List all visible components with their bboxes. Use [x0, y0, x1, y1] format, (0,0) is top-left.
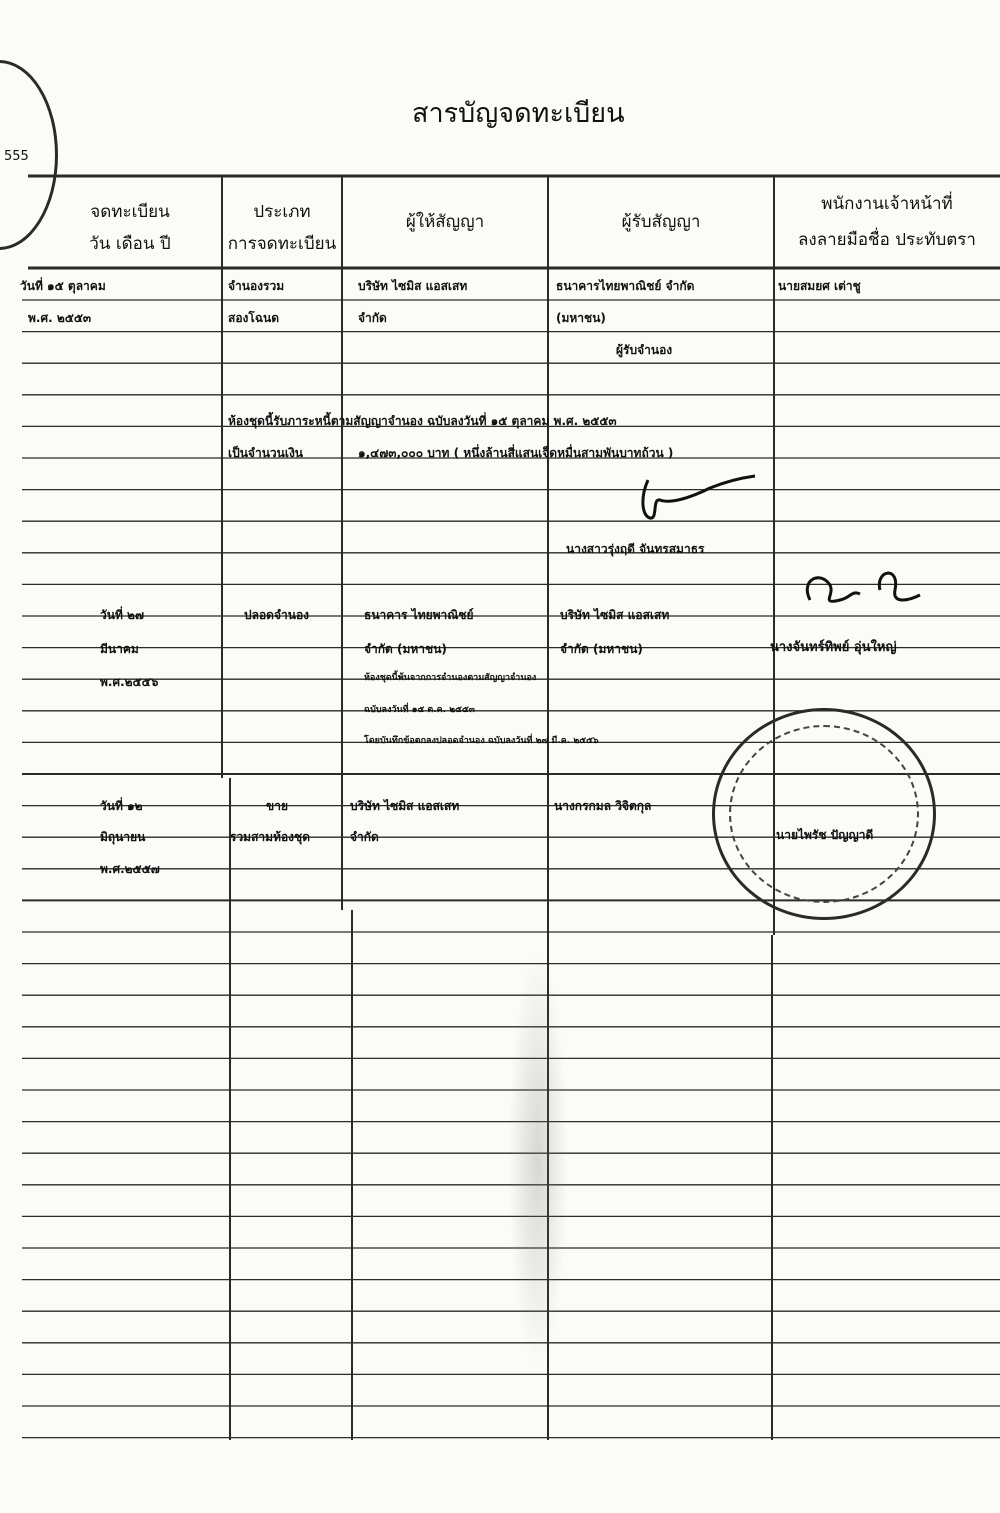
entry1-receiver-line2: (มหาชน) — [556, 311, 606, 325]
entry3-type-line1: ขาย — [266, 799, 288, 813]
entry1-giver-line2: จำกัด — [358, 311, 387, 325]
entry2-date-line1: วันที่ ๒๗ — [100, 608, 144, 622]
entry1-receiver-line1: ธนาคารไทยพาณิชย์ จำกัด — [556, 279, 695, 293]
entry2-note-line3: โดยบันทึกข้อตกลงปลอดจำนอง ฉบับลงวันที่ ๒๗ มี.ค. ๒๕๕๖ — [364, 736, 599, 746]
entry2-signature — [780, 560, 940, 630]
entry1-receiver-line3: ผู้รับจำนอง — [616, 343, 673, 357]
header-giver: ผู้ให้สัญญา — [405, 212, 485, 232]
entry3-officer: นายไพรัช ปัญญาดี — [776, 828, 874, 842]
entry2-type: ปลอดจำนอง — [244, 608, 310, 622]
entry3-receiver: นางกรกมล วิจิตกุล — [554, 799, 652, 813]
entry2-date-line3: พ.ศ.๒๕๕๖ — [100, 675, 159, 689]
entry1-note-line2-amount: ๑,๔๗๓,๐๐๐ บาท ( หนึ่งล้านสี่แสนเจ็ดหมื่นสามพันบาทถ้วน ) — [358, 446, 674, 460]
header-type-line1: ประเภท — [253, 202, 311, 222]
entry1-note-line1: ห้องชุดนี้รับภาระหนี้ตามสัญญาจำนอง ฉบับลงวันที่ ๑๕ ตุลาคม พ.ศ. ๒๕๕๓ — [228, 414, 617, 428]
entry1-giver-line1: บริษัท ไซมิส แอสเสท — [358, 279, 468, 293]
entry1-date-line2: พ.ศ. ๒๕๕๓ — [28, 311, 92, 325]
entry1-note-line2-label: เป็นจำนวนเงิน — [228, 446, 303, 460]
entry2-receiver-line1: บริษัท ไซมิส แอสเสท — [560, 608, 670, 622]
entry1-signature — [630, 468, 760, 528]
entry1-type-line1: จำนองรวม — [228, 279, 285, 293]
entry1-type-line2: สองโฉนด — [228, 311, 280, 325]
header-receiver: ผู้รับสัญญา — [621, 212, 701, 232]
page-title: สารบัญจดทะเบียน — [412, 98, 625, 129]
entry2-giver-line1: ธนาคาร ไทยพาณิชย์ — [364, 608, 474, 622]
entry2-note-line2: ฉบับลงวันที่ ๑๕ ต.ค. ๒๕๕๓ — [364, 705, 475, 715]
entry3-date-line2: มิถุนายน — [100, 830, 146, 844]
seal-number: 555 — [4, 149, 29, 164]
header-type-line2: การจดทะเบียน — [227, 234, 337, 254]
header-officer-line1: พนักงานเจ้าหน้าที่ — [821, 194, 953, 214]
entry3-giver-line1: บริษัท ไซมิส แอสเสท — [350, 799, 460, 813]
entry2-giver-line2: จำกัด (มหาชน) — [364, 642, 447, 656]
paper-smudge — [508, 950, 568, 1370]
entry1-signer-name: นางสาวรุ่งฤดี จันทรสมาธร — [566, 542, 705, 556]
official-seal-stamp — [712, 708, 936, 920]
entry3-giver-line2: จำกัด — [350, 830, 379, 844]
entry2-officer: นางจันทร์ทิพย์ อุ่นใหญ่ — [770, 640, 897, 655]
header-date-line1: จดทะเบียน — [90, 202, 170, 222]
entry3-date-line1: วันที่ ๑๒ — [100, 799, 143, 813]
entry1-date-line1: วันที่ ๑๕ ตุลาคม — [20, 279, 106, 293]
entry3-type-line2: รวมสามห้องชุด — [230, 830, 310, 844]
entry1-officer: นายสมยศ เต่าชู — [778, 279, 861, 293]
entry3-date-line3: พ.ศ.๒๕๕๗ — [100, 862, 160, 876]
entry2-date-line2: มีนาคม — [100, 642, 139, 656]
header-date-line2: วัน เดือน ปี — [89, 234, 171, 254]
header-officer-line2: ลงลายมือชื่อ ประทับตรา — [798, 230, 976, 250]
entry2-receiver-line2: จำกัด (มหาชน) — [560, 642, 643, 656]
entry2-note-line1: ห้องชุดนี้พ้นจากการจำนองตามสัญญาจำนอง — [364, 673, 537, 683]
